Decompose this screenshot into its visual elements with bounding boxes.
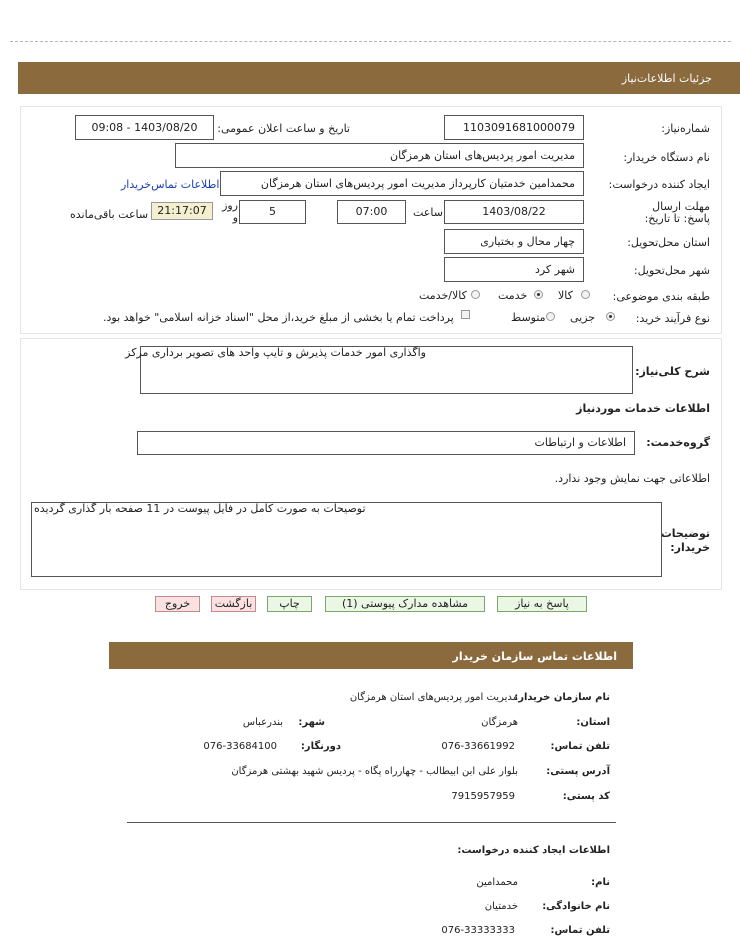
deadline-time-field: 07:00 bbox=[337, 200, 406, 224]
exit-button[interactable]: خروج bbox=[155, 596, 200, 612]
category-radio-goods-service[interactable] bbox=[471, 290, 480, 299]
treasury-payment-checkbox[interactable] bbox=[461, 310, 470, 319]
contact-divider bbox=[127, 822, 616, 823]
process-option-minor: جزیی bbox=[570, 311, 596, 324]
creator-field: محمدامین خدمتیان کارپرداز مدیریت امور پردیس‌های استان هرمزگان bbox=[220, 171, 584, 196]
attachments-button[interactable]: مشاهده مدارک پیوستی (1) bbox=[325, 596, 485, 612]
service-group-label: گروه‌خدمت: bbox=[646, 436, 710, 449]
buyer-notes-label: توضیحات خریدار: bbox=[660, 527, 710, 554]
contact-city-label: شهر: bbox=[298, 717, 325, 728]
contact-postal-label: کد پستی: bbox=[562, 791, 610, 802]
city-field: شهر کرد bbox=[444, 257, 584, 282]
need-number-field: 1103091681000079 bbox=[444, 115, 584, 140]
buyer-contact-link[interactable]: اطلاعات تماس‌خریدار bbox=[121, 178, 220, 191]
process-option-medium: متوسط bbox=[511, 311, 546, 324]
process-radio-medium[interactable] bbox=[546, 312, 555, 321]
creator-heading: اطلاعات ایجاد کننده درخواست: bbox=[457, 845, 610, 856]
contact-phone: 076-33661992 bbox=[441, 741, 515, 752]
back-button[interactable]: بازگشت bbox=[211, 596, 256, 612]
category-label: طبقه بندی موضوعی: bbox=[612, 290, 710, 303]
print-button[interactable]: چاپ bbox=[267, 596, 312, 612]
contact-province-label: استان: bbox=[576, 717, 610, 728]
summary-label: شرح کلی‌نیاز: bbox=[635, 365, 710, 378]
contact-fax: 076-33684100 bbox=[203, 741, 277, 752]
city-label: شهر محل‌تحویل: bbox=[633, 264, 710, 277]
category-radio-goods[interactable] bbox=[581, 290, 590, 299]
buyer-org-field: مدیریت امور پردیس‌های استان هرمزگان bbox=[175, 143, 584, 168]
buyer-org-label: نام دستگاه خریدار: bbox=[623, 151, 710, 164]
creator-family-label: نام خانوادگی: bbox=[542, 901, 610, 912]
page-title: جزئیات اطلاعات‌نیاز bbox=[621, 72, 712, 85]
category-option-goods: کالا bbox=[558, 289, 573, 302]
services-heading: اطلاعات خدمات موردنیاز bbox=[576, 402, 710, 415]
creator-phone-label: تلفن تماس: bbox=[550, 925, 610, 936]
contact-org: مدیریت امور پردیس‌های استان هرمزگان bbox=[349, 692, 518, 703]
top-divider bbox=[10, 41, 731, 42]
announce-label: تاریخ و ساعت اعلان عمومی: bbox=[217, 122, 350, 135]
remaining-time-field: 21:17:07 bbox=[151, 202, 213, 220]
summary-text: واگذاری امور خدمات پذیرش و تایپ واحد های تصویر برداری مرکز bbox=[125, 346, 426, 359]
buyer-notes-text: توصیحات به صورت کامل در فایل پیوست در 11 صفحه بار گذاری گردیده bbox=[34, 502, 366, 515]
process-label: نوع فرآیند خرید: bbox=[635, 312, 710, 325]
creator-name-label: نام: bbox=[591, 877, 610, 888]
contact-org-label: نام سازمان خریدار: bbox=[514, 692, 610, 703]
contact-address-label: آدرس پستی: bbox=[546, 766, 610, 777]
process-radio-minor[interactable] bbox=[606, 312, 615, 321]
contact-city: بندرعباس bbox=[242, 717, 283, 728]
creator-phone: 076-33333333 bbox=[441, 925, 515, 936]
contact-province: هرمزگان bbox=[481, 717, 518, 728]
reply-button[interactable]: پاسخ به نیاز bbox=[497, 596, 587, 612]
summary-box bbox=[125, 346, 633, 394]
days-field: 5 bbox=[239, 200, 306, 224]
category-radio-service[interactable] bbox=[534, 290, 543, 299]
buyer-notes-box bbox=[31, 502, 662, 577]
category-option-goods-service: کالا/خدمت bbox=[419, 289, 467, 302]
contact-address: بلوار علی ابن ابیطالب - چهارراه پگاه - پردیس شهید بهشتی هرمزگان bbox=[231, 766, 518, 777]
no-info-text: اطلاعاتی جهت نمایش وجود ندارد. bbox=[554, 472, 710, 485]
province-label: استان محل‌تحویل: bbox=[627, 236, 710, 249]
contact-fax-label: دورنگار: bbox=[300, 741, 341, 752]
days-label: روز و bbox=[222, 199, 238, 224]
remaining-label: ساعت باقی‌مانده bbox=[70, 208, 149, 221]
announce-field: 1403/08/20 - 09:08 bbox=[75, 115, 214, 140]
creator-label: ایجاد کننده درخواست: bbox=[608, 178, 710, 191]
contact-phone-label: تلفن تماس: bbox=[550, 741, 610, 752]
creator-name: محمدامین bbox=[476, 877, 518, 888]
need-number-label: شماره‌نیاز: bbox=[661, 122, 710, 135]
creator-family: خدمتیان bbox=[484, 901, 518, 912]
deadline-date-field: 1403/08/22 bbox=[444, 200, 584, 224]
service-group-field: اطلاعات و ارتباطات bbox=[137, 431, 635, 455]
deadline-label: مهلت ارسال پاسخ: تا تاریخ: bbox=[644, 200, 710, 225]
treasury-payment-note: پرداخت تمام یا بخشی از مبلغ خرید،از محل "اسناد خزانه اسلامی" خواهد بود. bbox=[103, 311, 454, 324]
contact-title: اطلاعات تماس سازمان خریدار bbox=[452, 650, 617, 663]
province-field: چهار محال و بختیاری bbox=[444, 229, 584, 254]
contact-postal: 7915957959 bbox=[451, 791, 515, 802]
deadline-time-label: ساعت bbox=[413, 206, 443, 219]
category-option-service: خدمت bbox=[498, 289, 528, 302]
